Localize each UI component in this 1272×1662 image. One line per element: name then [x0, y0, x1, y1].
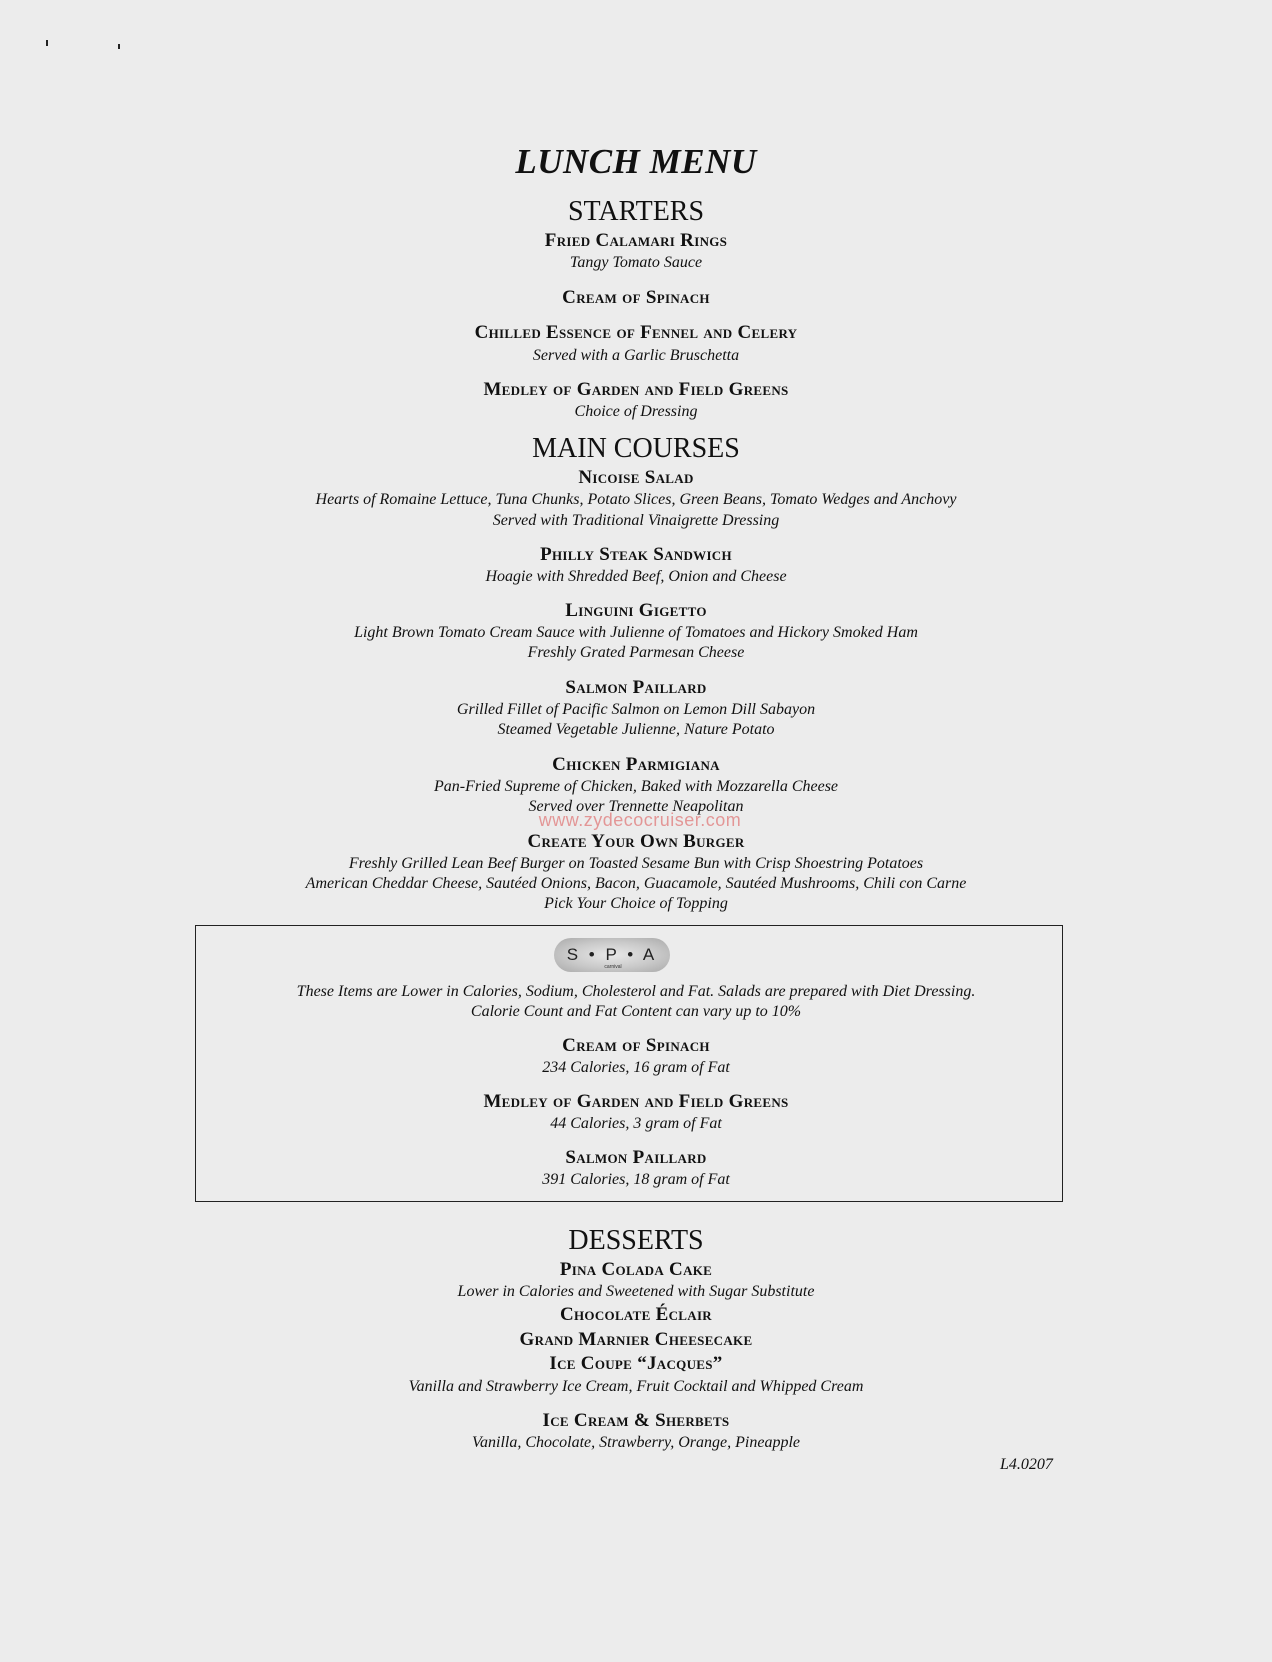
menu-item-desc: Pan-Fried Supreme of Chicken, Baked with Mozzarella Cheese	[433, 778, 839, 795]
spa-logo-sub: carnival	[604, 964, 622, 970]
menu-item-name: Ice Cream & Sherbets	[542, 1410, 730, 1431]
page-title: LUNCH MENU	[515, 142, 757, 181]
menu-item-desc: Vanilla and Strawberry Ice Cream, Fruit Cocktail and Whipped Cream	[408, 1378, 864, 1395]
menu-item-name: Grand Marnier Cheesecake	[519, 1329, 753, 1350]
spa-item-name: Salmon Paillard	[565, 1147, 707, 1168]
menu-item-desc: Hoagie with Shredded Beef, Onion and Cheese	[485, 568, 787, 585]
menu-item-name: Cream of Spinach	[562, 287, 710, 308]
menu-item-desc: Hearts of Romaine Lettuce, Tuna Chunks, Potato Slices, Green Beans, Tomato Wedges and Anchovy	[315, 491, 957, 508]
menu-item-name: Chocolate Éclair	[560, 1304, 712, 1325]
menu-item-desc: Served with a Garlic Bruschetta	[532, 347, 740, 364]
scan-speck	[46, 40, 48, 46]
menu-item-name: Nicoise Salad	[578, 467, 694, 488]
menu-item-desc: Choice of Dressing	[574, 403, 698, 420]
menu-item-desc: Served over Trennette Neapolitan	[528, 798, 744, 815]
spa-item-name: Cream of Spinach	[562, 1035, 710, 1056]
menu-item-desc: Lower in Calories and Sweetened with Sugar Substitute	[457, 1283, 815, 1300]
menu-item-desc: Vanilla, Chocolate, Strawberry, Orange, Pineapple	[472, 1434, 800, 1451]
menu-item-desc: American Cheddar Cheese, Sautéed Onions, Bacon, Guacamole, Sautéed Mushrooms, Chili con Carne	[305, 875, 967, 892]
section-heading-main-courses: MAIN COURSES	[532, 433, 740, 464]
spa-item-desc: 391 Calories, 18 gram of Fat	[542, 1171, 730, 1188]
menu-item-name: Fried Calamari Rings	[544, 230, 728, 251]
menu-item-name: Linguini Gigetto	[565, 600, 707, 621]
menu-item-name: Philly Steak Sandwich	[540, 544, 732, 565]
menu-item-desc: Steamed Vegetable Julienne, Nature Potato	[497, 721, 775, 738]
menu-item-name: Create Your Own Burger	[527, 831, 745, 852]
spa-intro: These Items are Lower in Calories, Sodium, Cholesterol and Fat. Salads are prepared with Diet Dressing.	[296, 983, 976, 1000]
spa-item-name: Medley of Garden and Field Greens	[483, 1091, 789, 1112]
menu-item-name: Salmon Paillard	[565, 677, 707, 698]
menu-item-name: Pina Colada Cake	[559, 1259, 713, 1280]
spa-item-desc: 44 Calories, 3 gram of Fat	[550, 1115, 722, 1132]
menu-item-desc: Freshly Grated Parmesan Cheese	[527, 644, 745, 661]
menu-item-name: Ice Coupe “Jacques”	[549, 1353, 723, 1374]
spa-logo: S • P • A	[554, 938, 670, 972]
menu-item-desc: Tangy Tomato Sauce	[569, 254, 703, 271]
menu-item-name: Chilled Essence of Fennel and Celery	[474, 322, 798, 343]
menu-code: L4.0207	[1000, 1456, 1053, 1473]
menu-item-desc: Pick Your Choice of Topping	[544, 895, 728, 912]
watermark: www.zydecocruiser.com	[538, 810, 742, 830]
menu-item-desc: Served with Traditional Vinaigrette Dressing	[492, 512, 780, 529]
menu-item-name: Chicken Parmigiana	[552, 754, 720, 775]
menu-item-desc: Freshly Grilled Lean Beef Burger on Toasted Sesame Bun with Crisp Shoestring Potatoes	[348, 855, 924, 872]
section-heading-desserts: DESSERTS	[568, 1225, 704, 1256]
menu-item-name: Medley of Garden and Field Greens	[483, 379, 789, 400]
scan-speck	[118, 44, 120, 49]
spa-intro: Calorie Count and Fat Content can vary up to 10%	[470, 1003, 802, 1020]
section-heading-starters: STARTERS	[567, 196, 705, 227]
menu-item-desc: Grilled Fillet of Pacific Salmon on Lemon Dill Sabayon	[456, 701, 816, 718]
spa-item-desc: 234 Calories, 16 gram of Fat	[542, 1059, 730, 1076]
menu-item-desc: Light Brown Tomato Cream Sauce with Julienne of Tomatoes and Hickory Smoked Ham	[354, 624, 918, 641]
